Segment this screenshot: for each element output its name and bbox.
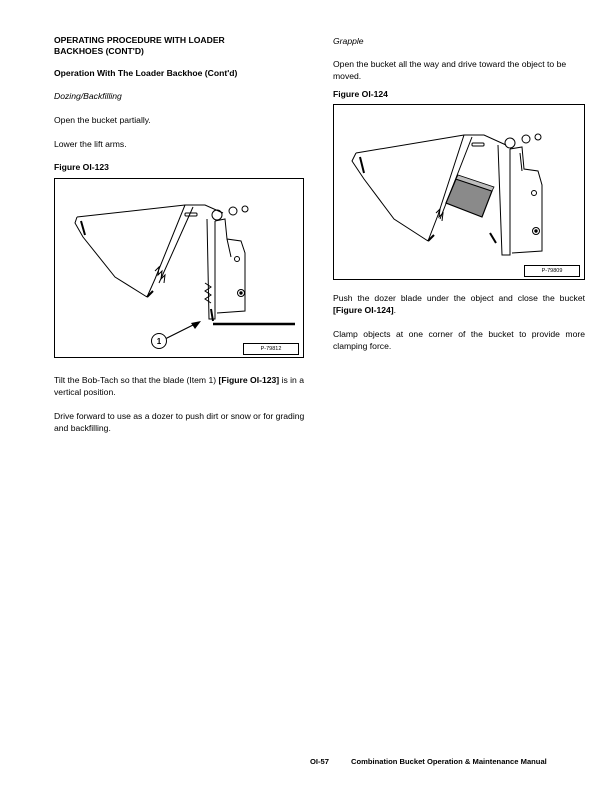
page-number: OI-57 bbox=[310, 757, 329, 766]
figure-oi-124 bbox=[333, 104, 585, 280]
para-tilt-end: is in a vertical position. bbox=[54, 375, 304, 397]
bucket-illustration-124 bbox=[334, 105, 584, 279]
section-title-line2: BACKHOES (CONT'D) bbox=[54, 45, 144, 56]
figure-label-123: Figure OI-123 bbox=[54, 162, 109, 172]
subsection-title: Operation With The Loader Backhoe (Cont'd) bbox=[54, 68, 238, 78]
section-title bbox=[54, 35, 314, 56]
para-push-blade bbox=[333, 292, 585, 316]
section-title-line1: OPERATING PROCEDURE WITH LOADER bbox=[54, 35, 225, 45]
para-push-text: Push the dozer blade under the object and close the bucket bbox=[333, 293, 585, 303]
figure-oi-123 bbox=[54, 178, 304, 358]
para-open-bucket: Open the bucket partially. bbox=[54, 115, 151, 125]
callout-number: 1 bbox=[156, 337, 162, 346]
topic-grapple: Grapple bbox=[333, 36, 364, 46]
clamped-object bbox=[446, 175, 494, 217]
part-number-124: P-79809 bbox=[524, 265, 580, 277]
para-open-all: Open the bucket all the way and drive toward the object to be moved. bbox=[333, 59, 567, 81]
para-clamp-objects: Clamp objects at one corner of the bucket to provide more clamping force. bbox=[333, 329, 585, 351]
manual-title: Combination Bucket Operation & Maintenance Manual bbox=[351, 757, 547, 766]
topic-dozing: Dozing/Backfilling bbox=[54, 91, 122, 101]
figure-label-124: Figure OI-124 bbox=[333, 89, 388, 99]
part-number-123: P-79812 bbox=[243, 343, 299, 355]
callout-item-1 bbox=[152, 321, 202, 349]
para-push-end: . bbox=[393, 305, 397, 315]
para-lower-arms: Lower the lift arms. bbox=[54, 139, 127, 149]
para-drive-forward: Drive forward to use as a dozer to push dirt or snow or for grading and backfilling. bbox=[54, 411, 305, 433]
bucket-illustration-123 bbox=[55, 179, 303, 357]
para-tilt-text: Tilt the Bob-Tach so that the blade (Item 1) bbox=[54, 375, 219, 385]
figure-ref-124: [Figure OI-124] bbox=[333, 305, 394, 315]
para-tilt-bobtach bbox=[54, 374, 304, 398]
figure-ref-123: [Figure OI-123] bbox=[218, 375, 280, 385]
